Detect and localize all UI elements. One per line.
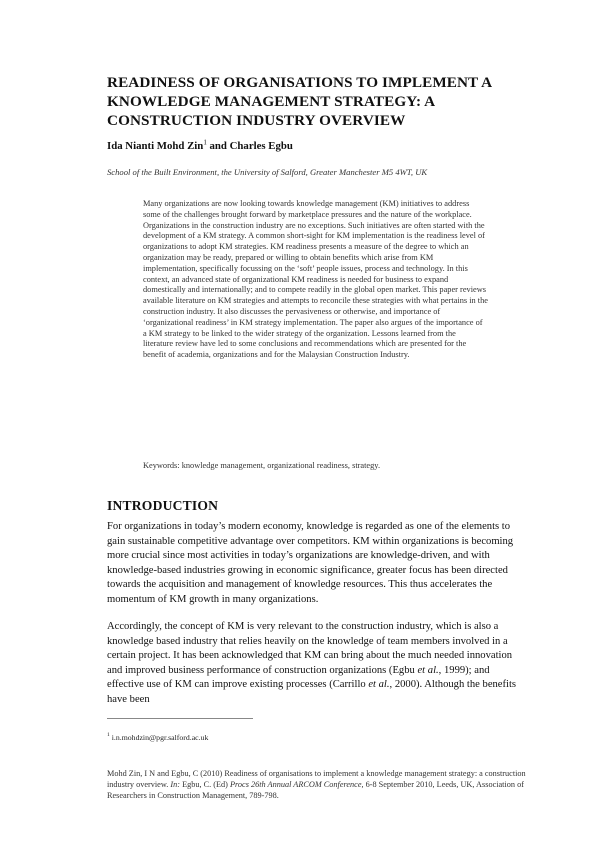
keywords: Keywords: knowledge management, organizational readiness, strategy.	[143, 461, 381, 470]
text-run-italic: et al.	[417, 664, 439, 676]
footnote-divider	[107, 718, 253, 719]
author-name: Charles Egbu	[229, 140, 293, 152]
text-run-italic: In:	[170, 780, 181, 790]
text-run-italic: Procs 26th Annual ARCOM Conference,	[229, 780, 364, 790]
body-paragraph	[107, 620, 525, 708]
footnote-marker: 1	[203, 138, 207, 147]
citation-footer	[107, 768, 527, 802]
footnote-marker: 1	[107, 732, 110, 739]
footnote	[107, 733, 208, 742]
text-run: Mohd Zin, I N and Egbu, C (2010) Readiness of organisations to implement a knowledge management strategy: a construction industry overview.	[107, 769, 526, 790]
paper-title: READINESS OF ORGANISATIONS TO IMPLEMENT A KNOWLEDGE MANAGEMENT STRATEGY: A CONSTRUCTION INDUSTRY OVERVIEW	[107, 74, 492, 129]
author-name: Ida Nianti Mohd Zin	[107, 140, 204, 152]
text-run: Egbu, C. (Ed)	[180, 780, 230, 790]
text-run: , 1999); and effective use of KM can improve existing processes (Carrillo	[107, 664, 490, 691]
author-line	[107, 140, 293, 152]
footnote-email[interactable]: i.n.mohdzin@pgr.salford.ac.uk	[111, 733, 209, 742]
abstract: Many organizations are now looking towards knowledge management (KM) initiatives to address some of the challenges brought forward by marketplace pressures and the nature of the workplace. Organizations in the construction industry are no exceptions. Such initiatives are often started with the development of a KM strategy. A common short-sight for KM implementation is the readiness level of organizations to adopt KM strategies. KM readiness presents a measure of the degree to which an organization may be ready, prepared or willing to obtain benefits which arise from KM implementation, specifically focussing on the ‘soft’ people issues, process and technology. In this context, an advanced state of organizational KM readiness is needed for business to expand domestically and internationally; and to compete readily in the global open market. This paper reviews available literature on KM strategies and attempts to reconcile these strategies with what pertains in the construction industry. It also discusses the pervasiveness or otherwise, and importance of ‘organizational readiness’ in KM strategy implementation. The paper also argues of the importance of a KM strategy to be linked to the wider strategy of the organization. Lessons learned from the literature review have led to some conclusions and recommendations which are presented for the benefit of academia, organizations and for the Malaysian Construction Industry.	[143, 199, 488, 360]
text-run: , 2000). Although the benefits have been	[107, 679, 517, 705]
author-joiner: and	[206, 140, 230, 152]
text-run: 6-8 September 2010, Leeds, UK, Association of Researchers in Construction Management, 789-798.	[107, 780, 524, 801]
text-run: Accordingly, the concept of KM is very relevant to the construction industry, which is also a knowledge based industry that relies heavily on the knowledge of team members involved in a certain project. It has been acknowledged that KM can bring about the much needed innovation and improved business performance of construction organizations (Egbu	[107, 621, 513, 676]
section-heading: INTRODUCTION	[107, 498, 219, 513]
body-paragraph: For organizations in today’s modern economy, knowledge is regarded as one of the elements to gain sustainable competitive advantage over competitors. KM within organizations is becoming more crucial since most activities in today’s organizations are knowledge-driven, and with knowledge-based industries growing in economic significance, greater focus has been directed towards the acquisition and management of knowledge resources. This thus accelerates the momentum of KM growth in many organizations.	[107, 521, 514, 605]
text-run-italic: et al.	[368, 679, 390, 691]
affiliation: School of the Built Environment, the University of Salford, Greater Manchester M5 4WT, UK	[107, 167, 428, 177]
